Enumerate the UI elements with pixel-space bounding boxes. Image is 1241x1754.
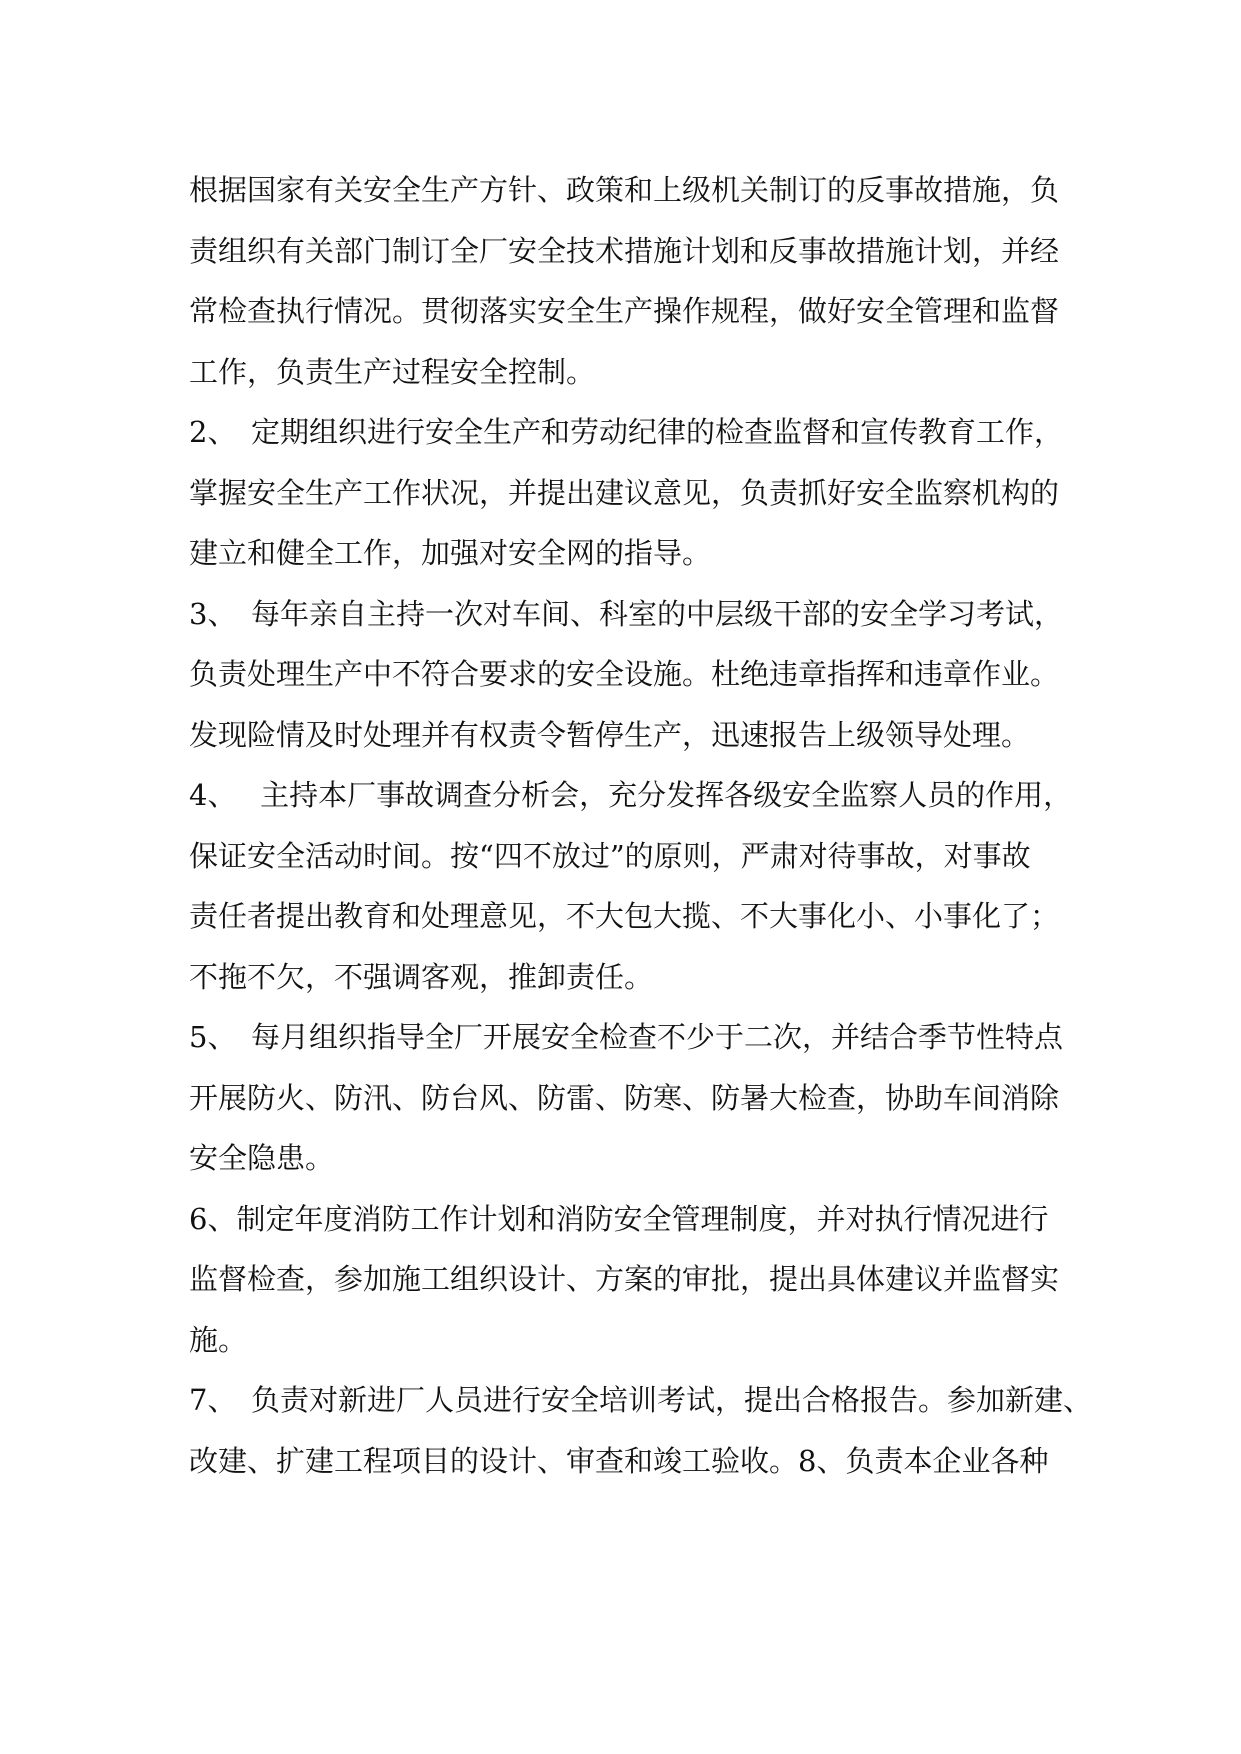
text-line: 保证安全活动时间。按“四不放过”的原则，严肃对待事故，对事故 bbox=[189, 838, 1031, 873]
text-line: 4、 主持本厂事故调查分析会，充分发挥各级安全监察人员的作用， bbox=[189, 778, 1073, 812]
text-line: 开展防火、防汛、防台风、防雷、防寒、防暑大检查，协助车间消除 bbox=[189, 1080, 1060, 1115]
text-line: 发现险情及时处理并有权责令暂停生产，迅速报告上级领导处理。 bbox=[189, 717, 1031, 752]
text-line: 建立和健全工作，加强对安全网的指导。 bbox=[189, 536, 712, 570]
text-line: 安全隐患。 bbox=[189, 1141, 335, 1175]
text-line: 不拖不欠，不强调客观，推卸责任。 bbox=[189, 959, 654, 994]
text-line: 7、 负责对新进厂人员进行安全培训考试，提出合格报告。参加新建、 bbox=[189, 1383, 1092, 1417]
text-line: 监督检查，参加施工组织设计、方案的审批，提出具体建议并监督实 bbox=[189, 1262, 1060, 1296]
text-line: 3、 每年亲自主持一次对车间、科室的中层级干部的安全学习考试， bbox=[189, 596, 1063, 631]
text-line: 责任者提出教育和处理意见，不大包大揽、不大事化小、小事化了； bbox=[189, 899, 1060, 933]
document-body bbox=[189, 160, 1092, 1491]
text-line: 6、制定年度消防工作计划和消防安全管理制度，并对执行情况进行 bbox=[189, 1201, 1049, 1236]
text-line: 责组织有关部门制订全厂安全技术措施计划和反事故措施计划，并经 bbox=[189, 233, 1060, 268]
text-line: 根据国家有关安全生产方针、政策和上级机关制订的反事故措施，负 bbox=[189, 173, 1060, 207]
text-line: 常检查执行情况。贯彻落实安全生产操作规程，做好安全管理和监督 bbox=[189, 294, 1060, 328]
text-line: 改建、扩建工程项目的设计、审查和竣工验收。8、负责本企业各种 bbox=[189, 1443, 1049, 1478]
text-line: 工作，负责生产过程安全控制。 bbox=[189, 354, 596, 389]
text-line: 负责处理生产中不符合要求的安全设施。杜绝违章指挥和违章作业。 bbox=[189, 657, 1060, 691]
text-line: 掌握安全生产工作状况，并提出建议意见，负责抓好安全监察机构的 bbox=[189, 475, 1060, 510]
text-line: 5、 每月组织指导全厂开展安全检查不少于二次，并结合季节性特点 bbox=[189, 1020, 1063, 1054]
text-line: 施。 bbox=[189, 1322, 248, 1357]
text-line: 2、 定期组织进行安全生产和劳动纪律的检查监督和宣传教育工作， bbox=[189, 415, 1063, 449]
